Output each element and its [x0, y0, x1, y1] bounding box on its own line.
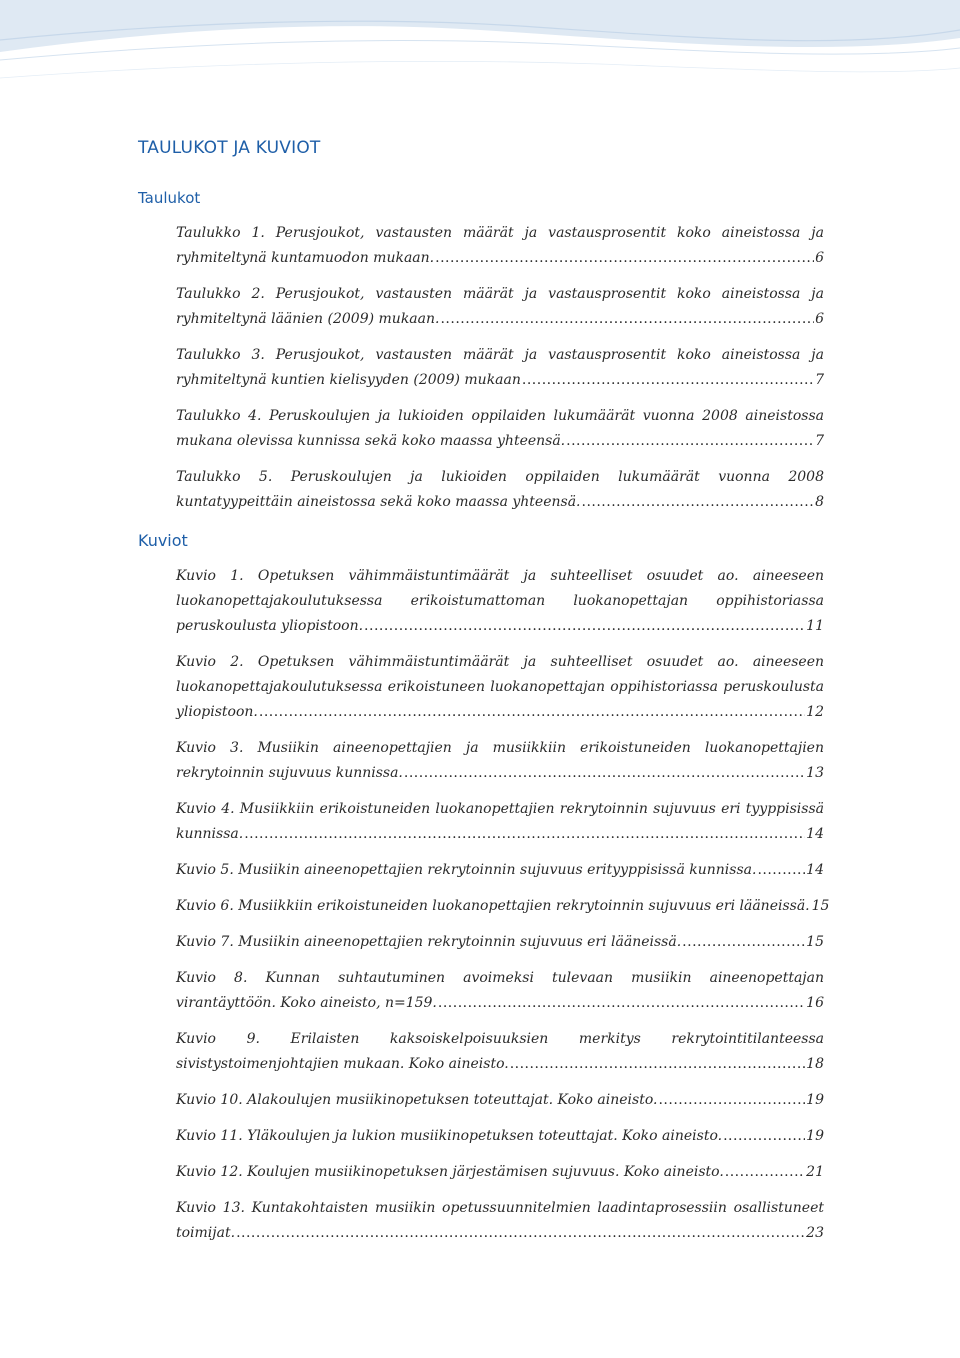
dot-leader: [522, 368, 814, 393]
toc-figure-entry[interactable]: [176, 894, 830, 919]
page-number[interactable]: 15: [811, 898, 830, 914]
figures-list: [176, 564, 830, 1257]
toc-entry-line: Kuvio 9. Erilaisten kaksoiskelpoisuuksien merkitys rekrytointitilanteessa: [176, 1031, 824, 1047]
toc-entry-line: [176, 246, 824, 271]
dot-leader: [582, 490, 815, 515]
toc-figure-entry[interactable]: [176, 564, 824, 639]
toc-entry-text: sivistystoimenjohtajien mukaan. Koko aineisto.: [176, 1056, 509, 1072]
page-number[interactable]: 15: [806, 934, 824, 950]
toc-entry-text: kuntatyypeittäin aineistossa sekä koko maassa yhteensä.: [176, 494, 581, 510]
toc-entry-line: [176, 368, 824, 393]
dot-leader: [404, 761, 805, 786]
page-number[interactable]: 23: [806, 1225, 824, 1241]
toc-entry-line: [176, 991, 824, 1016]
dot-leader: [510, 1052, 805, 1077]
page-number[interactable]: 18: [806, 1056, 824, 1072]
dot-leader: [438, 991, 805, 1016]
toc-table-entry[interactable]: [176, 282, 824, 332]
toc-entry-text: Kuvio 11. Yläkoulujen ja lukion musiikinopetuksen toteuttajat. Koko aineisto.: [176, 1128, 723, 1144]
toc-entry-line: Kuvio 4. Musiikkiin erikoistuneiden luokanopettajien rekrytoinnin sujuvuus eri tyyppisissä: [176, 801, 824, 817]
page-number[interactable]: 12: [806, 704, 824, 720]
toc-figure-entry[interactable]: [176, 1196, 824, 1246]
toc-entry-line: Taulukko 4. Peruskoulujen ja lukioiden oppilaiden lukumäärät vuonna 2008 aineistossa: [176, 408, 824, 424]
toc-entry-line: Kuvio 1. Opetuksen vähimmäistuntimäärät ja suhteelliset osuudet ao. aineeseen: [176, 568, 824, 584]
toc-entry-line: Taulukko 2. Perusjoukot, vastausten määrät ja vastausprosentit koko aineistossa ja: [176, 286, 824, 302]
toc-entry-line: [176, 1160, 824, 1185]
toc-entry-text: Kuvio 7. Musiikin aineenopettajien rekrytoinnin sujuvuus eri lääneissä.: [176, 934, 682, 950]
page-number[interactable]: 8: [815, 494, 824, 510]
toc-figure-entry[interactable]: [176, 797, 824, 847]
page-number[interactable]: 19: [806, 1128, 824, 1144]
page-number[interactable]: 19: [806, 1092, 824, 1108]
toc-figure-entry[interactable]: [176, 1160, 824, 1185]
toc-entry-line: [176, 307, 824, 332]
toc-entry-text: Kuvio 6. Musiikkiin erikoistuneiden luokanopettajien rekrytoinnin sujuvuus eri lääneissä.: [176, 898, 810, 914]
tables-list: [176, 221, 824, 526]
toc-entry-text: kunnissa.: [176, 826, 244, 842]
toc-entry-line: [176, 930, 824, 955]
toc-figure-entry[interactable]: [176, 736, 824, 786]
toc-entry-line: [176, 614, 824, 639]
toc-table-entry[interactable]: [176, 404, 824, 454]
toc-figure-entry[interactable]: [176, 1027, 824, 1077]
toc-entry-line: Kuvio 2. Opetuksen vähimmäistuntimäärät ja suhteelliset osuudet ao. aineeseen: [176, 654, 824, 670]
page-number[interactable]: 13: [806, 765, 824, 781]
dot-leader: [259, 700, 805, 725]
toc-entry-text: yliopistoon.: [176, 704, 258, 720]
page-number[interactable]: 21: [806, 1164, 824, 1180]
toc-entry-text: ryhmiteltynä läänien (2009) mukaan.: [176, 311, 440, 327]
toc-entry-line: [176, 761, 824, 786]
page-number[interactable]: 14: [806, 862, 824, 878]
header-wave-decoration: [0, 0, 960, 140]
toc-entry-text: rekrytoinnin sujuvuus kunnissa.: [176, 765, 403, 781]
toc-figure-entry[interactable]: [176, 1088, 824, 1113]
toc-figure-entry[interactable]: [176, 858, 824, 883]
toc-entry-line: [176, 490, 824, 515]
toc-entry-line: [176, 1221, 824, 1246]
toc-entry-line: Taulukko 5. Peruskoulujen ja lukioiden oppilaiden lukumäärät vuonna 2008: [176, 469, 824, 485]
toc-entry-text: ryhmiteltynä kuntien kielisyyden (2009) mukaan: [176, 372, 521, 388]
dot-leader: [725, 1160, 805, 1185]
toc-table-entry[interactable]: [176, 221, 824, 271]
toc-figure-entry[interactable]: [176, 650, 824, 725]
page-title: TAULUKOT JA KUVIOT: [138, 138, 321, 158]
page-number[interactable]: 7: [815, 433, 824, 449]
toc-figure-entry[interactable]: [176, 930, 824, 955]
toc-entry-line: Kuvio 3. Musiikin aineenopettajien ja musiikkiin erikoistuneiden luokanopettajien: [176, 740, 824, 756]
toc-entry-line: luokanopettajakoulutuksessa erikoistumattoman luokanopettajan oppihistoriassa: [176, 593, 824, 609]
toc-entry-line: luokanopettajakoulutuksessa erikoistuneen luokanopettajan oppihistoriassa peruskoulusta: [176, 679, 824, 695]
dot-leader: [364, 614, 805, 639]
figures-heading: Kuviot: [138, 531, 188, 550]
tables-heading: Taulukot: [138, 189, 201, 207]
page-number[interactable]: 6: [815, 311, 824, 327]
toc-entry-text: Kuvio 5. Musiikin aineenopettajien rekrytoinnin sujuvuus erityyppisissä kunnissa.: [176, 862, 757, 878]
toc-entry-line: Taulukko 3. Perusjoukot, vastausten määrät ja vastausprosentit koko aineistossa ja: [176, 347, 824, 363]
toc-entry-text: ryhmiteltynä kuntamuodon mukaan.: [176, 250, 435, 266]
dot-leader: [757, 858, 805, 883]
dot-leader: [682, 930, 805, 955]
page-number[interactable]: 11: [806, 618, 824, 634]
toc-figure-entry[interactable]: [176, 1124, 824, 1149]
toc-entry-line: [176, 700, 824, 725]
toc-figure-entry[interactable]: [176, 966, 824, 1016]
toc-entry-text: peruskoulusta yliopistoon.: [176, 618, 364, 634]
toc-entry-text: toimijat.: [176, 1225, 236, 1241]
dot-leader: [244, 822, 805, 847]
toc-entry-line: [176, 1052, 824, 1077]
page-number[interactable]: 16: [806, 995, 824, 1011]
toc-entry-text: Kuvio 12. Koulujen musiikinopetuksen järjestämisen sujuvuus. Koko aineisto.: [176, 1164, 724, 1180]
toc-entry-line: [176, 822, 824, 847]
dot-leader: [658, 1088, 805, 1113]
toc-entry-line: [176, 1124, 824, 1149]
toc-table-entry[interactable]: [176, 465, 824, 515]
toc-entry-line: [176, 858, 824, 883]
dot-leader: [435, 246, 814, 271]
toc-entry-text: Kuvio 10. Alakoulujen musiikinopetuksen toteuttajat. Koko aineisto.: [176, 1092, 658, 1108]
dot-leader: [440, 307, 814, 332]
page-number[interactable]: 7: [815, 372, 824, 388]
dot-leader: [236, 1221, 805, 1246]
toc-entry-line: [176, 1088, 824, 1113]
toc-table-entry[interactable]: [176, 343, 824, 393]
toc-entry-line: Kuvio 8. Kunnan suhtautuminen avoimeksi tulevaan musiikin aineenopettajan: [176, 970, 824, 986]
toc-entry-line: [176, 429, 824, 454]
toc-entry-line: Taulukko 1. Perusjoukot, vastausten määrät ja vastausprosentit koko aineistossa ja: [176, 225, 824, 241]
toc-entry-text: virantäyttöön. Koko aineisto, n=159.: [176, 995, 437, 1011]
page-number[interactable]: 14: [806, 826, 824, 842]
page-number[interactable]: 6: [815, 250, 824, 266]
toc-entry-text: mukana olevissa kunnissa sekä koko maassa yhteensä.: [176, 433, 566, 449]
toc-entry-line: [176, 894, 830, 919]
dot-leader: [723, 1124, 805, 1149]
dot-leader: [566, 429, 814, 454]
toc-entry-line: Kuvio 13. Kuntakohtaisten musiikin opetussuunnitelmien laadintaprosessiin osallistuneet: [176, 1200, 824, 1216]
